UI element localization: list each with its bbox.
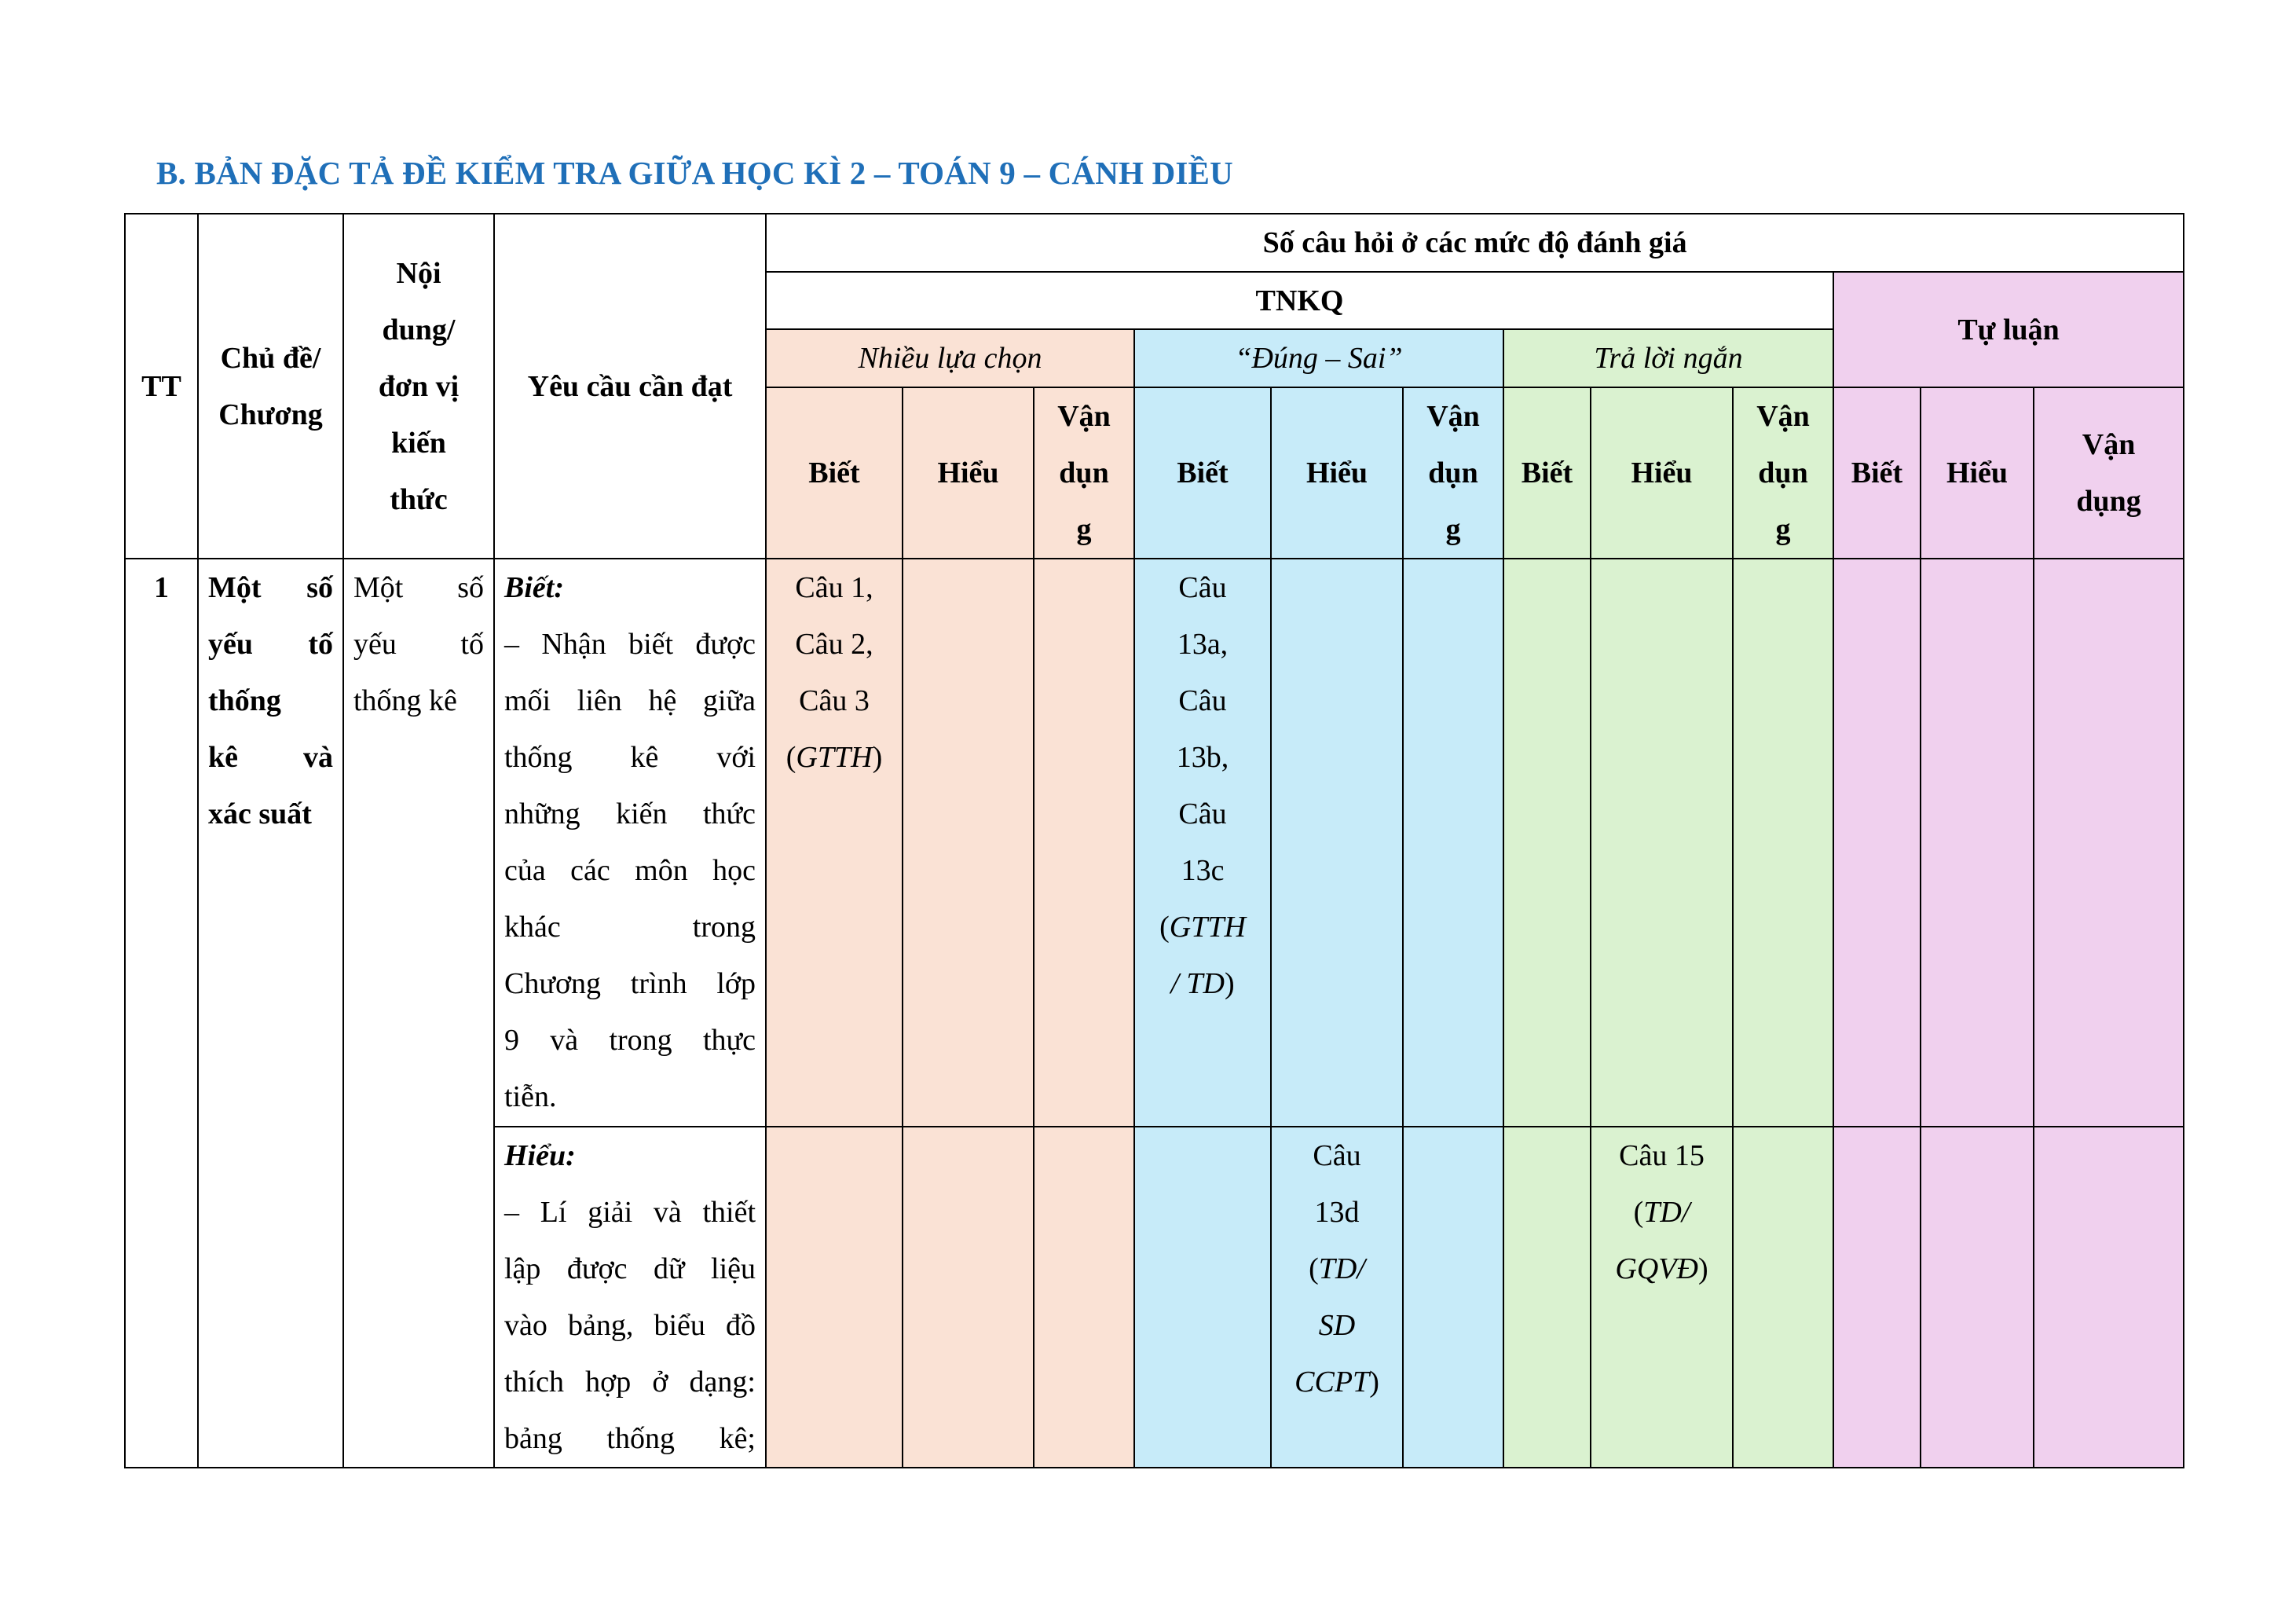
- cell-mc-understand-2: [903, 1127, 1034, 1468]
- header-short-answer: Trả lời ngắn: [1503, 329, 1833, 387]
- cell-essay-understand: [1921, 559, 2034, 1127]
- document-title: B. BẢN ĐẶC TẢ ĐỀ KIỂM TRA GIỮA HỌC KÌ 2 – TOÁN 9 – CÁNH DIỀU: [156, 155, 1233, 191]
- cell-sa-apply: [1733, 559, 1833, 1127]
- cell-sa-apply-2: [1733, 1127, 1833, 1468]
- cell-sa-understand-2: Câu 15 (TD/ GQVĐ): [1591, 1127, 1733, 1468]
- header-sa-understand: Hiểu: [1591, 387, 1733, 559]
- header-essay-know: Biết: [1833, 387, 1921, 559]
- header-tt: TT: [125, 214, 198, 559]
- requirement-understand-label: Hiểu:: [504, 1139, 576, 1172]
- cell-essay-know-2: [1833, 1127, 1921, 1468]
- header-essay-understand: Hiểu: [1921, 387, 2034, 559]
- cell-mc-know: Câu 1, Câu 2, Câu 3 (GTTH): [766, 559, 903, 1127]
- row-content: Một số yếu tố thống kê: [343, 559, 494, 1468]
- header-tf-know: Biết: [1134, 387, 1271, 559]
- header-multiple-choice: Nhiều lựa chọn: [766, 329, 1134, 387]
- requirement-understand: Hiểu: – Lí giải và thiết lập được dữ liệu vào bảng, biểu đồ thích hợp ở dạng: bảng thống kê;: [494, 1127, 766, 1468]
- header-content: Nội dung/ đơn vị kiến thức: [343, 214, 494, 559]
- header-tf-apply: Vận dụn g: [1403, 387, 1503, 559]
- header-tf-understand: Hiểu: [1271, 387, 1403, 559]
- cell-tf-know: Câu 13a, Câu 13b, Câu 13c (GTTH / TD): [1134, 559, 1271, 1127]
- header-tnkq: TNKQ: [766, 272, 1833, 329]
- cell-mc-apply-2: [1034, 1127, 1134, 1468]
- requirement-know: Biết: – Nhận biết được mối liên hệ giữa thống kê với những kiến thức của các môn học khác trong Chương trình lớp 9 và trong thực tiễn.: [494, 559, 766, 1127]
- cell-sa-know: [1503, 559, 1591, 1127]
- cell-tf-apply: [1403, 559, 1503, 1127]
- cell-sa-know-2: [1503, 1127, 1591, 1468]
- header-topic: Chủ đề/ Chương: [198, 214, 343, 559]
- cell-sa-understand: [1591, 559, 1733, 1127]
- cell-mc-apply: [1034, 559, 1134, 1127]
- header-levels-title: Số câu hỏi ở các mức độ đánh giá: [766, 214, 2184, 272]
- cell-tf-understand-2: Câu 13d (TD/ SD CCPT): [1271, 1127, 1403, 1468]
- requirement-know-label: Biết:: [504, 571, 564, 604]
- cell-essay-know: [1833, 559, 1921, 1127]
- header-essay: Tự luận: [1833, 272, 2184, 387]
- cell-mc-understand: [903, 559, 1034, 1127]
- cell-essay-apply-2: [2034, 1127, 2184, 1468]
- cell-essay-apply: [2034, 559, 2184, 1127]
- specification-table: [124, 213, 2184, 1468]
- row-topic: Một số yếu tố thống kê và xác suất: [198, 559, 343, 1468]
- header-essay-apply: Vận dụng: [2034, 387, 2184, 559]
- cell-mc-know-2: [766, 1127, 903, 1468]
- cell-essay-understand-2: [1921, 1127, 2034, 1468]
- header-mc-apply: Vận dụn g: [1034, 387, 1134, 559]
- header-mc-understand: Hiểu: [903, 387, 1034, 559]
- header-sa-know: Biết: [1503, 387, 1591, 559]
- header-requirement: Yêu cầu cần đạt: [494, 214, 766, 559]
- cell-tf-understand: [1271, 559, 1403, 1127]
- header-true-false: “Đúng – Sai”: [1134, 329, 1503, 387]
- row-tt: 1: [125, 559, 198, 1468]
- header-sa-apply: Vận dụn g: [1733, 387, 1833, 559]
- cell-tf-know-2: [1134, 1127, 1271, 1468]
- header-mc-know: Biết: [766, 387, 903, 559]
- cell-tf-apply-2: [1403, 1127, 1503, 1468]
